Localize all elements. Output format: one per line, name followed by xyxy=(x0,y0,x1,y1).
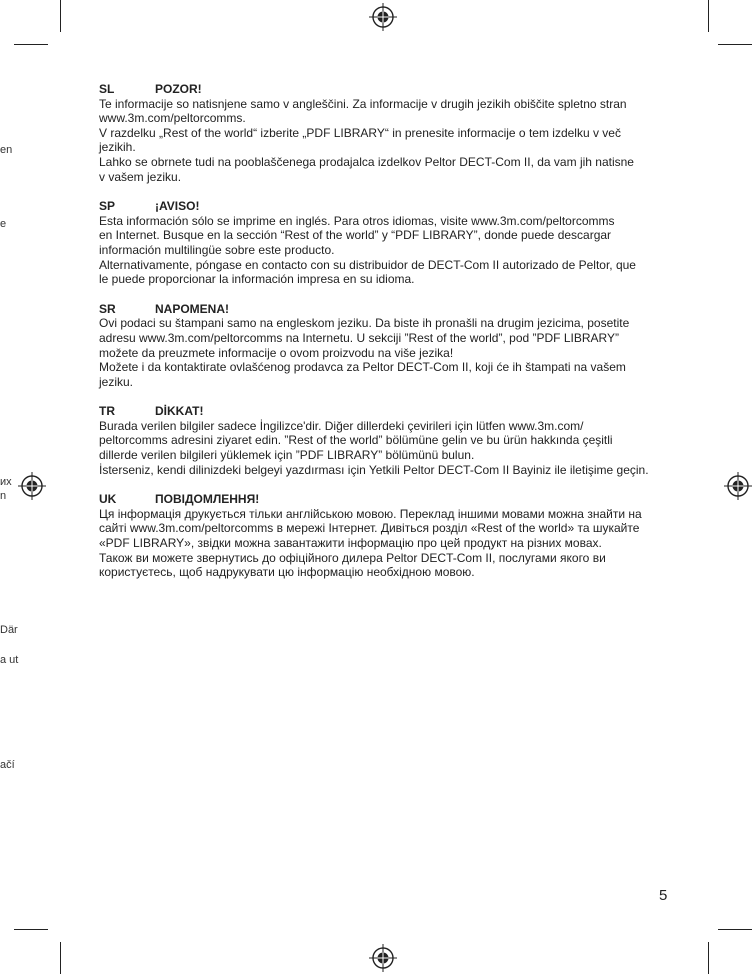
body-line: peltorcomms adresini ziyaret edin. ”Rest of the world” bölümüne gelin ve bu ürün hakkında çeşitli xyxy=(99,433,613,448)
body-line: v vašem jeziku. xyxy=(99,169,182,184)
section-heading xyxy=(99,492,671,507)
section-uk xyxy=(99,492,671,580)
language-code: UK xyxy=(99,492,117,507)
language-code: TR xyxy=(99,404,115,419)
heading-text: ¡AVISO! xyxy=(155,199,200,214)
body-line: Alternativamente, póngase en contacto con su distribuidor de DECT-Com II autorizado de Peltor, que xyxy=(99,257,636,272)
body-line: jezikih. xyxy=(99,140,136,155)
body-line: Esta información sólo se imprime en inglés. Para otros idiomas, visite www.3m.com/peltorcomms xyxy=(99,213,615,228)
body-line: en Internet. Busque en la sección “Rest of the world” y “PDF LIBRARY”, donde puede descargar xyxy=(99,228,612,243)
body-line: Te informacije so natisnjene samo v angleščini. Za informacije v drugih jezikih obiščite spletno stran xyxy=(99,96,627,111)
body-line: jeziku. xyxy=(99,374,134,389)
body-line: Lahko se obrnete tudi na pooblaščenega prodajalca izdelkov Peltor DECT-Com II, da vam jih natisne xyxy=(99,154,634,169)
bleed-fragment: e xyxy=(0,218,7,230)
registration-mark-top-icon xyxy=(369,3,397,31)
section-sl xyxy=(99,82,671,184)
section-sr xyxy=(99,302,671,390)
page-number: 5 xyxy=(659,887,668,904)
language-code: SP xyxy=(99,199,116,214)
section-heading xyxy=(99,199,671,214)
body-line: İsterseniz, kendi dilinizdeki belgeyi yazdırması için Yetkili Peltor DECT-Com II Bayiniz ile iletişime geçin. xyxy=(99,462,649,477)
registration-mark-bottom-icon xyxy=(369,944,397,972)
body-line: le puede proporcionar la información impresa en su idioma. xyxy=(99,272,415,287)
section-tr xyxy=(99,404,671,477)
body-line: Також ви можете звернутись до офіційного дилера Peltor DECT-Com II, послугами якого ви xyxy=(99,550,606,565)
crop-mark-top-left-h xyxy=(14,44,48,45)
crop-mark-bottom-left-h xyxy=(14,929,48,930)
body-line: сайті www.3m.com/peltorcomms в мережі Інтернет. Дивіться розділ «Rest of the world» та шукайте xyxy=(99,521,640,536)
body-line: користуєтесь, щоб надрукувати цю інформацію необхідною мовою. xyxy=(99,565,475,580)
body-line: dillerde verilen bilgileri yüklemek için ”PDF LIBRARY” bölümünü bulun. xyxy=(99,448,475,463)
language-code: SR xyxy=(99,301,116,316)
section-heading xyxy=(99,302,671,317)
notice-content xyxy=(99,82,671,595)
crop-mark-bottom-right-v xyxy=(708,942,709,974)
section-heading xyxy=(99,82,671,97)
bleed-fragment: en xyxy=(0,144,13,156)
heading-text: NAPOMENA! xyxy=(155,301,229,316)
heading-text: ПОВІДОМЛЕННЯ! xyxy=(155,492,260,507)
crop-mark-top-right-v xyxy=(708,0,709,32)
body-line: V razdelku „Rest of the world“ izberite „PDF LIBRARY“ in prenesite informacije o tem izdelku v več xyxy=(99,125,621,140)
registration-mark-right-icon xyxy=(724,472,752,500)
registration-mark-left-icon xyxy=(18,472,46,500)
body-line: Ovi podaci su štampani samo na engleskom jeziku. Da biste ih pronašli na drugim jezicima, posetite xyxy=(99,316,630,331)
body-line: možete da preuzmete informacije o ovom proizvodu na više jezika! xyxy=(99,345,454,360)
bleed-fragment: n xyxy=(0,490,7,502)
body-line: adresu www.3m.com/peltorcomms na Internetu. U sekciji ”Rest of the world”, pod ”PDF LIBRARY” xyxy=(99,330,619,345)
heading-text: POZOR! xyxy=(155,82,202,96)
bleed-fragment: ačí xyxy=(0,759,15,771)
crop-mark-top-left-v xyxy=(60,0,61,32)
bleed-fragment: a ut xyxy=(0,654,19,666)
body-line: Burada verilen bilgiler sadece İngilizce'dir. Diğer dillerdeki çevirileri için lütfen www.3m.com/ xyxy=(99,418,584,433)
language-code: SL xyxy=(99,82,115,96)
bleed-fragment: их xyxy=(0,476,12,488)
body-line: Ця інформація друкується тільки англійською мовою. Переклад іншими мовами можна знайти на xyxy=(99,506,642,521)
bleed-fragment: Där xyxy=(0,624,18,636)
body-line: «PDF LIBRARY», звідки можна завантажити інформацію про цей продукт на різних мовах. xyxy=(99,536,602,551)
section-heading xyxy=(99,404,671,419)
crop-mark-bottom-left-v xyxy=(60,942,61,974)
heading-text: DİKKAT! xyxy=(155,404,204,419)
body-line: www.3m.com/peltorcomms. xyxy=(99,111,246,126)
body-line: Možete i da kontaktirate ovlašćenog prodavca za Peltor DECT-Com II, koji će ih štampati na vašem xyxy=(99,360,626,375)
section-sp xyxy=(99,199,671,287)
crop-mark-top-right-h xyxy=(718,44,752,45)
crop-mark-bottom-right-h xyxy=(718,929,752,930)
body-line: información multilingüe sobre este producto. xyxy=(99,242,335,257)
